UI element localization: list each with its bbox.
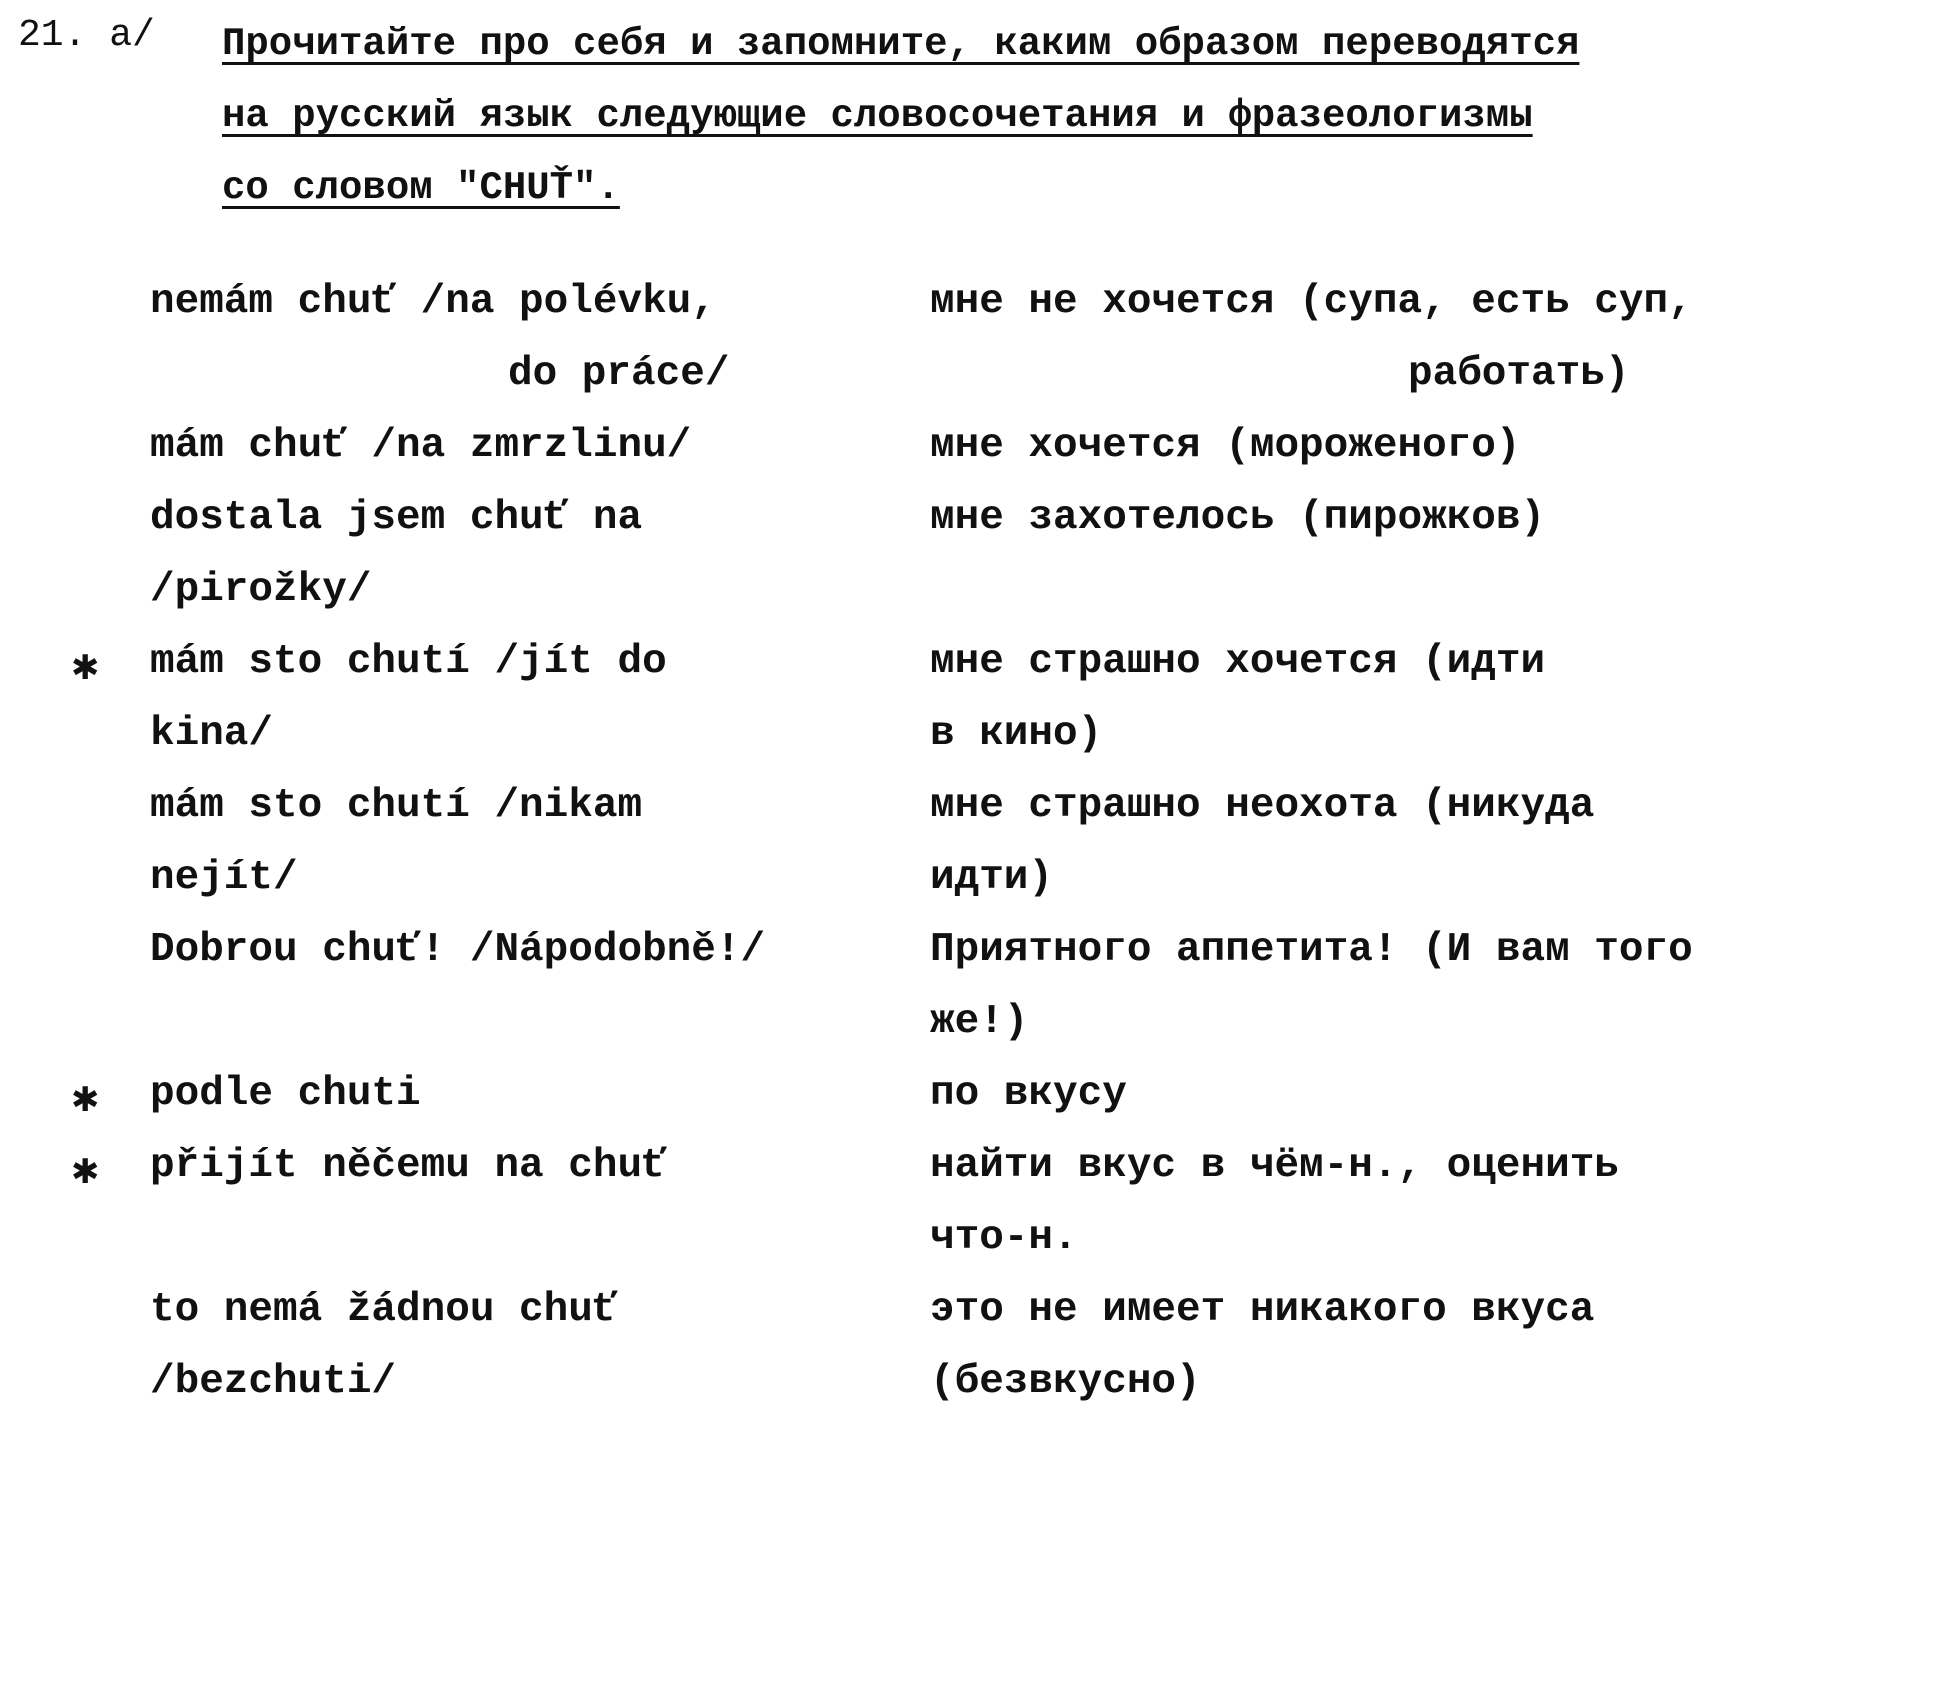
- russian-translation-1: мне не хочется (супа, есть суп,: [930, 279, 1693, 325]
- czech-phrase-5-cont: nejít/: [150, 855, 298, 901]
- russian-translation-9-cont: (безвкусно): [930, 1359, 1201, 1405]
- asterisk-marker-1: ✱: [72, 643, 99, 693]
- czech-phrase-9: to nemá žádnou chuť: [150, 1287, 618, 1333]
- instruction-line-2: на русский язык следующие словосочетания и фразеологизмы: [222, 94, 1533, 138]
- russian-translation-5: мне страшно неохота (никуда: [930, 783, 1595, 829]
- czech-phrase-5: mám sto chutí /nikam: [150, 783, 643, 829]
- czech-phrase-2: mám chuť /na zmrzlinu/: [150, 423, 692, 469]
- czech-phrase-4-cont: kina/: [150, 711, 274, 757]
- russian-translation-6-cont: же!): [930, 999, 1029, 1045]
- russian-translation-5-cont: идти): [930, 855, 1054, 901]
- exercise-instruction: [222, 8, 1579, 224]
- russian-translation-4-cont: в кино): [930, 711, 1103, 757]
- russian-translation-7: по вкусу: [930, 1071, 1127, 1117]
- asterisk-marker-2: ✱: [72, 1075, 99, 1125]
- czech-phrase-1-cont: do práce/: [508, 351, 730, 397]
- czech-phrase-3: dostala jsem chuť na: [150, 495, 643, 541]
- czech-phrase-1: nemám chuť /na polévku,: [150, 279, 716, 325]
- czech-phrase-3-cont: /pirožky/: [150, 567, 372, 613]
- russian-translation-8: найти вкус в чём-н., оценить: [930, 1143, 1619, 1189]
- asterisk-marker-3: ✱: [72, 1147, 99, 1197]
- russian-translation-9: это не имеет никакого вкуса: [930, 1287, 1595, 1333]
- czech-phrase-9-cont: /bezchuti/: [150, 1359, 397, 1405]
- russian-translation-6: Приятного аппетита! (И вам того: [930, 927, 1693, 973]
- russian-translation-3: мне захотелось (пирожков): [930, 495, 1546, 541]
- instruction-line-1: Прочитайте про себя и запомните, каким образом переводятся: [222, 22, 1580, 66]
- czech-phrase-6: Dobrou chuť! /Nápodobně!/: [150, 927, 766, 973]
- czech-phrase-7: podle chuti: [150, 1071, 421, 1117]
- instruction-line-3: со словом "CHUŤ".: [222, 166, 620, 210]
- russian-translation-4: мне страшно хочется (идти: [930, 639, 1546, 685]
- russian-translation-2: мне хочется (мороженого): [930, 423, 1521, 469]
- exercise-number: 21. а/: [18, 14, 155, 57]
- russian-translation-1-cont: работать): [1408, 351, 1630, 397]
- russian-translation-8-cont: что-н.: [930, 1215, 1078, 1261]
- czech-phrase-8: přijít něčemu na chuť: [150, 1143, 667, 1189]
- czech-phrase-4: mám sto chutí /jít do: [150, 639, 667, 685]
